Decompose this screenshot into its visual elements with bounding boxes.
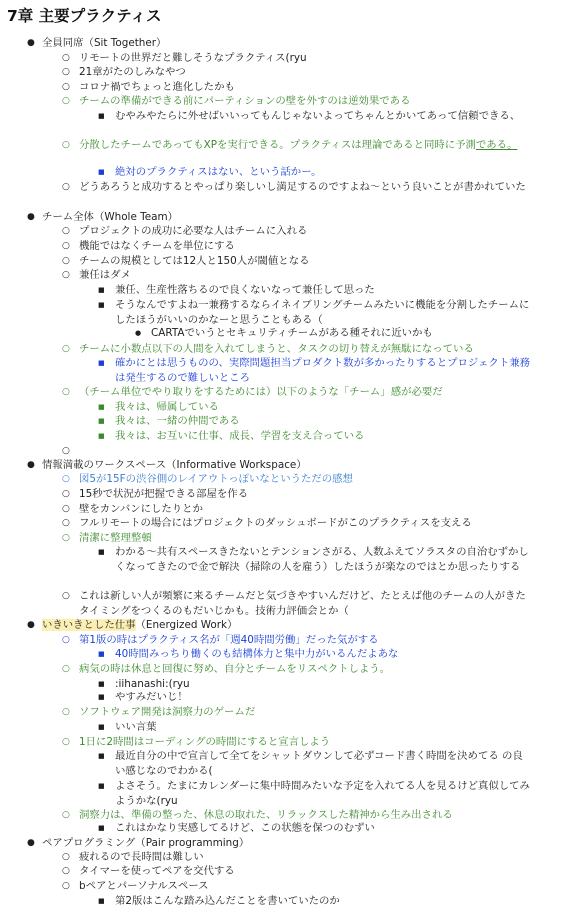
bullet-icon: ○ bbox=[62, 344, 70, 354]
list-item: いい言葉 bbox=[115, 721, 157, 733]
bullet-icon: ○ bbox=[62, 82, 70, 92]
bullet-icon: ■ bbox=[98, 680, 105, 688]
bullet-icon: ■ bbox=[98, 286, 105, 294]
bullet-icon: ○ bbox=[62, 241, 70, 251]
underlined-text: である。 bbox=[475, 139, 518, 151]
list-item: 情報満載のワークスペース（Informative Workspace） bbox=[42, 459, 307, 471]
list-item: リモートの世界だと難しそうなプラクティス(ryu bbox=[79, 52, 307, 64]
list-item: 機能ではなくチームを単位にする bbox=[79, 240, 235, 252]
list-item: 21章がたのしみなやつ bbox=[79, 66, 186, 78]
list-item: これはかなり実感してるけど、この状態を保つのむずい bbox=[115, 822, 375, 834]
bullet-icon: ■ bbox=[98, 301, 105, 309]
bullet-icon: ○ bbox=[62, 53, 70, 63]
list-item: 我々は、お互いに仕事、成長、学習を支え合っている bbox=[115, 430, 365, 442]
bullet-icon: ○ bbox=[62, 533, 70, 543]
bullet-icon: ■ bbox=[98, 548, 105, 556]
bullet-icon: ○ bbox=[62, 664, 70, 674]
bullet-icon: ■ bbox=[98, 897, 105, 905]
list-item: 清潔に整理整頓 bbox=[79, 532, 152, 544]
bullet-icon: ■ bbox=[98, 650, 105, 658]
list-item: チームに小数点以下の人間を入れてしまうと、タスクの切り替えが無駄になっている bbox=[79, 343, 474, 355]
bullet-icon: ○ bbox=[62, 256, 70, 266]
bullet-icon: ■ bbox=[98, 432, 105, 440]
bullet-icon: ● bbox=[27, 212, 35, 222]
bullet-icon: ○ bbox=[62, 474, 70, 484]
bullet-icon: ○ bbox=[62, 270, 70, 280]
list-item: 兼任はダメ bbox=[79, 269, 131, 281]
bullet-icon: ○ bbox=[62, 866, 70, 876]
list-item: よさそう。たまにカレンダーに集中時間みたいな予定を入れてる人を見るけど真似してみようかな(ryu bbox=[115, 780, 530, 807]
list-item: :iihanashi:(ryu bbox=[115, 678, 190, 690]
bullet-icon: ○ bbox=[62, 387, 70, 397]
bullet-icon: ○ bbox=[62, 182, 70, 192]
bullet-icon: ○ bbox=[62, 810, 70, 820]
list-item: 洞察力は、準備の整った、休息の取れた、リラックスした精神から生み出される bbox=[79, 809, 453, 821]
list-item: ペアプログラミング（Pair programming） bbox=[42, 837, 250, 849]
bullet-icon: ■ bbox=[98, 417, 105, 425]
bullet-icon: ■ bbox=[98, 752, 105, 760]
list-item: コロナ禍でちょっと進化したかも bbox=[79, 81, 235, 93]
page-title: 7章 主要プラクティス bbox=[7, 7, 162, 25]
list-item: 1日に2時間はコーディングの時間にすると宣言しよう bbox=[79, 736, 331, 748]
bullet-icon: ○ bbox=[62, 67, 70, 77]
bullet-icon: ● bbox=[27, 838, 35, 848]
bullet-icon: ■ bbox=[98, 359, 105, 367]
bullet-icon: ○ bbox=[62, 707, 70, 717]
list-item bbox=[42, 618, 530, 633]
list-item: 絶対のプラクティスはない、という話かー。 bbox=[115, 166, 322, 178]
bullet-icon: ○ bbox=[62, 635, 70, 645]
bullet-icon: ○ bbox=[62, 504, 70, 514]
list-item-text: 分散したチームであってもXPを実行できる。プラクティスは理論であると同時に予測 bbox=[79, 139, 476, 151]
bullet-icon: ○ bbox=[62, 881, 70, 891]
list-item: わかる〜共有スペースきたないとテンションさがる、人数ふえてソラスタの自治むずかしくなってきたので金で解決（掃除の人を雇う）したほうが楽なのではとか思ったりする bbox=[115, 546, 529, 573]
list-item: フルリモートの場合にはプロジェクトのダッシュボードがこのプラクティスを支える bbox=[79, 517, 472, 529]
bullet-icon: ● bbox=[27, 620, 35, 630]
list-item bbox=[79, 138, 530, 153]
heading-suffix: （Energized Work） bbox=[135, 619, 238, 631]
list-item: bペアとパーソナルスペース bbox=[79, 880, 209, 892]
list-item: 第1版の時はプラクティス名が「週40時間労働」だった気がする bbox=[79, 634, 379, 646]
list-item: （チーム単位でやり取りをするためには）以下のような「チーム」感が必要だ bbox=[79, 386, 443, 398]
bullet-icon: ○ bbox=[62, 226, 70, 236]
list-item: やすみだいじ！ bbox=[115, 691, 188, 703]
bullet-icon: ● bbox=[135, 329, 142, 337]
list-item: チーム全体（Whole Team） bbox=[42, 211, 178, 223]
bullet-icon: ○ bbox=[62, 140, 70, 150]
list-item: 第2版はこんな踏み込んだことを書いていたのか bbox=[115, 895, 340, 907]
bullet-icon: ○ bbox=[62, 591, 70, 601]
bullet-icon: ■ bbox=[98, 782, 105, 790]
list-item: 病気の時は休息と回復に努め、自分とチームをリスペクトしよう。 bbox=[79, 663, 391, 675]
list-item: 図5が15Fの渋谷側のレイアウトっぽいなというただの感想 bbox=[79, 473, 353, 485]
bullet-icon: ■ bbox=[98, 824, 105, 832]
bullet-icon: ○ bbox=[62, 446, 70, 456]
list-item: これは新しい人が頻繁に来るチームだと気づきやすいんだけど、たとえば他のチームの人がきたタイミングをつくるのもだいじかも。技術力評価会とか（ bbox=[79, 590, 526, 617]
list-item: 我々は、一緒の仲間である bbox=[115, 415, 240, 427]
list-item: むやみやたらに外せばいいってもんじゃないよってちゃんとかいてあって信頼できる、 bbox=[115, 110, 521, 122]
bullet-icon: ■ bbox=[98, 693, 105, 701]
list-item: そうなんですよね一兼務するならイネイブリングチームみたいに機能を分割したチームにしたほうがいいのかなーと思うこともある（ bbox=[115, 299, 530, 326]
bullet-icon: ● bbox=[27, 460, 35, 470]
list-item: プロジェクトの成功に必要な人はチームに入れる bbox=[79, 225, 308, 237]
list-item: チームの準備ができる前にパーティションの壁を外すのは逆効果である bbox=[79, 95, 411, 107]
bullet-icon: ■ bbox=[98, 403, 105, 411]
bullet-icon: ■ bbox=[98, 168, 105, 176]
bullet-icon: ○ bbox=[62, 489, 70, 499]
bullet-icon: ○ bbox=[62, 96, 70, 106]
list-item: 15秒で状況が把握できる部屋を作る bbox=[79, 488, 249, 500]
list-item: チームの規模としては12人と150人が閾値となる bbox=[79, 255, 310, 267]
list-item: 疲れるので長時間は難しい bbox=[79, 851, 204, 863]
list-item: 確かにとは思うものの、実際問題担当プロダクト数が多かったりするとプロジェクト兼務は発生するので難しいところ bbox=[115, 357, 530, 384]
bullet-icon: ■ bbox=[98, 723, 105, 731]
bullet-icon: ○ bbox=[62, 852, 70, 862]
bullet-icon: ■ bbox=[98, 112, 105, 120]
list-item: 最近自分の中で宣言して全てをシャットダウンして必ずコード書く時間を決めてる の良い感じなのでわかる( bbox=[115, 750, 523, 777]
list-item: 兼任、生産性落ちるので良くないなって兼任して思った bbox=[115, 284, 375, 296]
bullet-icon: ○ bbox=[62, 518, 70, 528]
list-item: どうあろうと成功するとやっぱり楽しいし満足するのですよね〜という良いことが書かれていた bbox=[79, 181, 526, 193]
list-item: ソフトウェア開発は洞察力のゲームだ bbox=[79, 706, 256, 718]
bullet-icon: ○ bbox=[62, 737, 70, 747]
list-item: 我々は、帰属している bbox=[115, 401, 219, 413]
list-item: 全員同席（Sit Together） bbox=[42, 37, 167, 49]
list-item: 40時間みっちり働くのも結構体力と集中力がいるんだよあな bbox=[115, 648, 399, 660]
bullet-icon: ● bbox=[27, 38, 35, 48]
list-item: タイマーを使ってペアを交代する bbox=[79, 865, 235, 877]
highlighted-text: いきいきとした仕事 bbox=[42, 619, 136, 631]
list-item: 壁をカンバンにしたりとか bbox=[79, 503, 203, 515]
list-item: CARTAでいうとセキュリティチームがある種それに近いかも bbox=[151, 327, 433, 339]
